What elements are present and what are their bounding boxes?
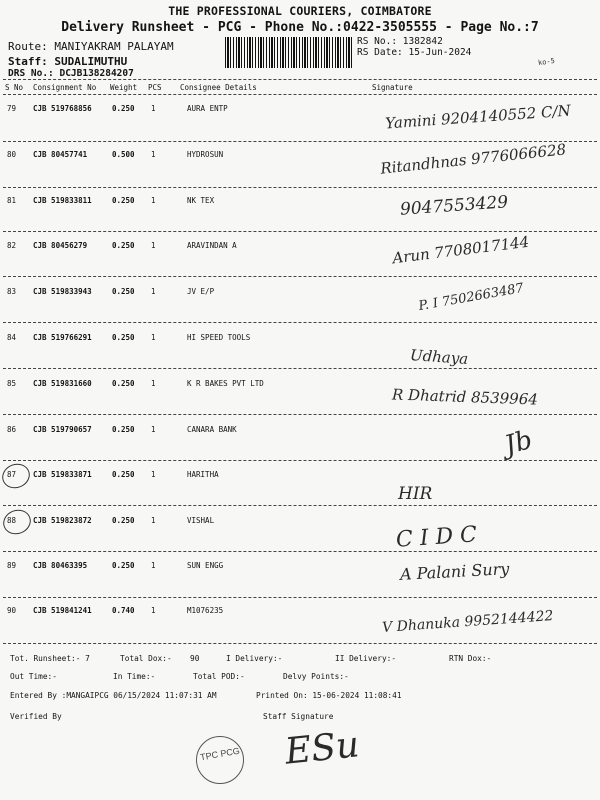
row-weight: 0.250: [112, 196, 135, 205]
staff-signature-mark: ESu: [283, 724, 362, 773]
row-signature: HIR: [398, 484, 433, 504]
header-divider-top: [3, 79, 597, 80]
row-weight: 0.250: [112, 379, 135, 388]
row-signature: R Dhatrid 8539964: [391, 385, 539, 409]
row-signature: Ritandhnas 9776066628: [379, 140, 567, 178]
row-sno: 85: [7, 379, 17, 388]
printed-on: Printed On: 15-06-2024 11:08:41: [256, 691, 402, 700]
out-time: Out Time:-: [10, 672, 57, 681]
barcode: [225, 37, 352, 68]
row-signature: P. I 7502663487: [417, 280, 525, 315]
row-signature: Yamini 9204140552 C/N: [384, 101, 572, 133]
rs-date: RS Date: 15-Jun-2024: [357, 47, 472, 58]
row-consignee: JV E/P: [187, 287, 215, 296]
row-divider: [3, 322, 597, 323]
i-delivery: I Delivery:-: [226, 654, 283, 663]
row-consignment: CJB 519833811: [33, 196, 92, 205]
row-divider: [3, 460, 597, 461]
row-divider: [3, 643, 597, 644]
row-pcs: 1: [151, 561, 156, 570]
row-consignee: ARAVINDAN A: [187, 241, 237, 250]
row-consignee: M1076235: [187, 606, 224, 615]
tick-mark-circle: [0, 460, 33, 492]
row-sno: 88: [7, 516, 17, 525]
row-consignment: CJB 519841241: [33, 606, 92, 615]
row-consignment: CJB 519766291: [33, 333, 92, 342]
row-consignment: CJB 519833871: [33, 470, 92, 479]
row-pcs: 1: [151, 104, 156, 113]
row-weight: 0.250: [112, 470, 135, 479]
row-consignment: CJB 519823872: [33, 516, 92, 525]
tpc-stamp: [196, 736, 244, 784]
row-weight: 0.250: [112, 561, 135, 570]
row-pcs: 1: [151, 470, 156, 479]
row-consignee: VISHAL: [187, 516, 215, 525]
row-sno: 81: [7, 196, 17, 205]
row-sno: 89: [7, 561, 17, 570]
row-consignment: CJB 519831660: [33, 379, 92, 388]
row-divider: [3, 141, 597, 142]
row-sno: 90: [7, 606, 17, 615]
row-weight: 0.250: [112, 333, 135, 342]
row-divider: [3, 551, 597, 552]
corner-note: ko-5: [537, 56, 556, 68]
staff-signature-label: Staff Signature: [263, 712, 334, 721]
verified-by: Verified By: [10, 712, 62, 721]
row-signature: A Palani Sury: [399, 559, 510, 584]
row-pcs: 1: [151, 287, 156, 296]
drs-number: DRS No.: DCJB138284207: [8, 68, 134, 79]
rtn-dox: RTN Dox:-: [449, 654, 492, 663]
row-signature: V Dhanuka 9952144422: [381, 608, 554, 636]
col-signature: Signature: [372, 83, 413, 92]
row-pcs: 1: [151, 241, 156, 250]
row-pcs: 1: [151, 196, 156, 205]
col-consignment: Consignment No: [33, 83, 97, 92]
row-consignment: CJB 80457741: [33, 150, 88, 159]
row-pcs: 1: [151, 516, 156, 525]
row-consignment: CJB 80456279: [33, 241, 88, 250]
row-consignee: HARITHA: [187, 470, 219, 479]
entered-by: Entered By :MANGAIPCG 06/15/2024 11:07:31 AM: [10, 691, 217, 700]
row-signature: Udhaya: [409, 345, 469, 369]
company-title: THE PROFESSIONAL COURIERS, COIMBATORE: [168, 4, 432, 18]
delvy-points: Delvy Points:-: [283, 672, 349, 681]
row-consignee: NK TEX: [187, 196, 215, 205]
row-consignee: AURA ENTP: [187, 104, 228, 113]
row-pcs: 1: [151, 379, 156, 388]
tot-runsheet: Tot. Runsheet:- 7: [10, 654, 90, 663]
row-signature: C I D C: [395, 522, 478, 553]
rs-number: RS No.: 1382842: [357, 36, 443, 47]
row-consignee: K R BAKES PVT LTD: [187, 379, 264, 388]
row-sno: 84: [7, 333, 17, 342]
row-divider: [3, 276, 597, 277]
col-sno: S No: [5, 83, 24, 92]
header-divider-bottom: [3, 94, 597, 95]
row-consignment: CJB 519833943: [33, 287, 92, 296]
staff: Staff: SUDALIMUTHU: [8, 55, 128, 68]
total-dox-label: Total Dox:-: [120, 654, 172, 663]
row-sno: 79: [7, 104, 17, 113]
row-consignee: CANARA BANK: [187, 425, 237, 434]
row-sno: 87: [7, 470, 17, 479]
row-consignee: HYDROSUN: [187, 150, 224, 159]
row-weight: 0.250: [112, 516, 135, 525]
row-pcs: 1: [151, 606, 156, 615]
row-pcs: 1: [151, 425, 156, 434]
in-time: In Time:-: [113, 672, 156, 681]
row-weight: 0.250: [112, 425, 135, 434]
row-signature: Arun 7708017144: [391, 232, 531, 268]
row-consignment: CJB 80463395: [33, 561, 88, 570]
row-sno: 83: [7, 287, 17, 296]
row-sno: 80: [7, 150, 17, 159]
row-divider: [3, 187, 597, 188]
row-pcs: 1: [151, 333, 156, 342]
row-consignee: SUN ENGG: [187, 561, 224, 570]
row-consignee: HI SPEED TOOLS: [187, 333, 251, 342]
col-consignee: Consignee Details: [180, 83, 257, 92]
row-signature: 9047553429: [399, 192, 509, 220]
row-divider: [3, 414, 597, 415]
col-pcs: PCS: [148, 83, 162, 92]
row-weight: 0.250: [112, 104, 135, 113]
col-weight: Weight: [110, 83, 138, 92]
ii-delivery: II Delivery:-: [335, 654, 397, 663]
route: Route: MANIYAKRAM PALAYAM: [8, 40, 174, 53]
row-weight: 0.250: [112, 241, 135, 250]
row-divider: [3, 368, 597, 369]
row-divider: [3, 231, 597, 232]
row-signature: Jb: [501, 425, 536, 461]
row-weight: 0.500: [112, 150, 135, 159]
total-dox-value: 90: [190, 654, 200, 663]
row-sno: 82: [7, 241, 17, 250]
row-pcs: 1: [151, 150, 156, 159]
runsheet-title: Delivery Runsheet - PCG - Phone No.:0422-3505555 - Page No.:7: [61, 20, 539, 35]
row-weight: 0.740: [112, 606, 135, 615]
total-pod: Total POD:-: [193, 672, 245, 681]
row-divider: [3, 597, 597, 598]
tick-mark-circle: [0, 506, 34, 538]
row-consignment: CJB 519790657: [33, 425, 92, 434]
row-consignment: CJB 519768856: [33, 104, 92, 113]
row-weight: 0.250: [112, 287, 135, 296]
row-sno: 86: [7, 425, 17, 434]
row-divider: [3, 505, 597, 506]
stamp-text: TPC PCG: [199, 745, 241, 763]
